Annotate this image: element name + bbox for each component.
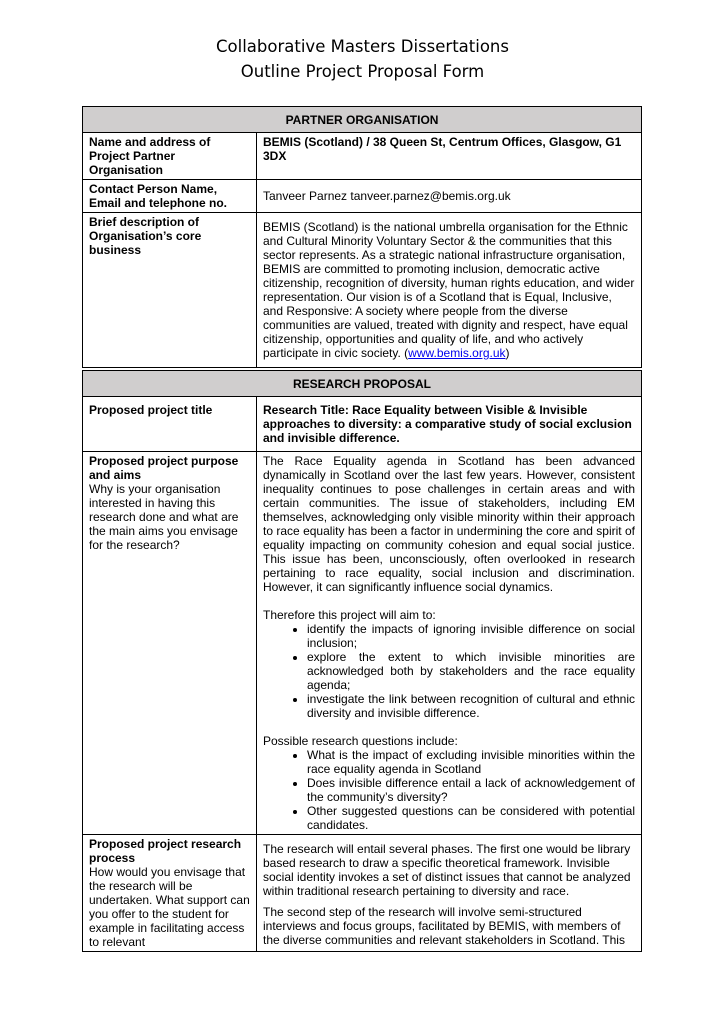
name-address-value: BEMIS (Scotland) / 38 Queen St, Centrum Offices, Glasgow, G1 3DX <box>257 133 642 180</box>
aims-intro: Therefore this project will aim to: <box>263 608 436 622</box>
list-item: • investigate the link between recognition of cultural and ethnic diversity and invisible difference. <box>307 692 635 720</box>
purpose-label: Proposed project purpose and aims <box>89 454 239 482</box>
contact-label: Contact Person Name, Email and telephone no. <box>83 180 257 213</box>
project-title-label: Proposed project title <box>83 397 257 452</box>
list-item: • explore the extent to which invisible minorities are acknowledged both by stakeholders and the race equality agenda; <box>307 650 635 692</box>
description-label: Brief description of Organisation’s core business <box>83 213 257 368</box>
project-title-value: Research Title: Race Equality between Visible & Invisible approaches to diversity: a comparative study of social exclusion and invisible difference. <box>257 397 642 452</box>
partner-organisation-table <box>82 106 642 368</box>
process-sublabel: How would you envisage that the research will be undertaken. What support can you offer to the student for example in facilitating access to relevant <box>89 865 250 949</box>
list-item: • Does invisible difference entail a lack of acknowledgement of the community’s diversity? <box>307 776 635 804</box>
process-paragraph-1: The research will entail several phases. The first one would be library based research to draw a specific theoretical framework. Invisible social identity invokes a set of distinct issues that cannot be analyzed within traditional research pertaining to diversity and race. <box>263 842 631 898</box>
list-item: • identify the impacts of ignoring invisible difference on social inclusion; <box>307 622 635 650</box>
process-label-cell <box>83 835 257 952</box>
form-title <box>0 34 725 84</box>
process-label: Proposed project research process <box>89 837 242 865</box>
title-line-1: Collaborative Masters Dissertations <box>216 37 509 56</box>
description-end: ) <box>505 346 510 360</box>
questions-list <box>263 748 635 832</box>
purpose-label-cell <box>83 452 257 835</box>
name-address-label: Name and address of Project Partner Organisation <box>83 133 257 180</box>
description-cell <box>257 213 642 368</box>
contact-value: Tanveer Parnez tanveer.parnez@bemis.org.uk <box>257 180 642 213</box>
list-item: • Other suggested questions can be considered with potential candidates. <box>307 804 635 832</box>
process-content <box>257 835 642 952</box>
purpose-content <box>257 452 642 835</box>
bemis-website-link[interactable]: www.bemis.org.uk <box>408 346 506 360</box>
partner-heading: PARTNER ORGANISATION <box>83 107 642 133</box>
research-proposal-table <box>82 370 642 952</box>
list-item: • What is the impact of excluding invisible minorities within the race equality agenda in Scotland <box>307 748 635 776</box>
process-paragraph-2: The second step of the research will involve semi-structured interviews and focus groups, facilitated by BEMIS, with members of the diverse communities and relevant stakeholders in Scotland. This <box>263 905 625 947</box>
purpose-sublabel: Why is your organisation interested in having this research done and what are the main aims you envisage for the research? <box>89 482 239 552</box>
description-body: BEMIS (Scotland) is the national umbrella organisation for the Ethnic and Cultural Minority Voluntary Sector & the communities that this sector represents. As a strategic national infrastructure organisation, BEMIS are committed to promoting inclusion, democratic active citizenship, recognition of diversity, human rights education, and wider representation. Our vision is of a Scotland that is Equal, Inclusive, and Responsive: A society where people from the diverse communities are valued, treated with dignity and respect, have equal citizenship, opportunities and quality of life, and who actively participate in civic society. ( <box>263 220 635 360</box>
title-line-2: Outline Project Proposal Form <box>240 62 485 81</box>
research-heading: RESEARCH PROPOSAL <box>83 371 642 397</box>
aims-list <box>263 622 635 720</box>
purpose-paragraph: The Race Equality agenda in Scotland has been advanced dynamically in Scotland over the last few years. However, consistent inequality continues to pose challenges in certain areas and with certain communities. The issue of stakeholders, including EM themselves, acknowledging only visible minority within their approach to race equality has been a factor in undermining the core and spirit of equality impacting on community cohesion and equal social justice. This issue has been, unconsciously, often overlooked in research pertaining to race equality, social inclusion and discrimination. However, it can significantly influence social dynamics. <box>263 454 635 594</box>
description-text <box>263 215 635 365</box>
questions-intro: Possible research questions include: <box>263 734 458 748</box>
